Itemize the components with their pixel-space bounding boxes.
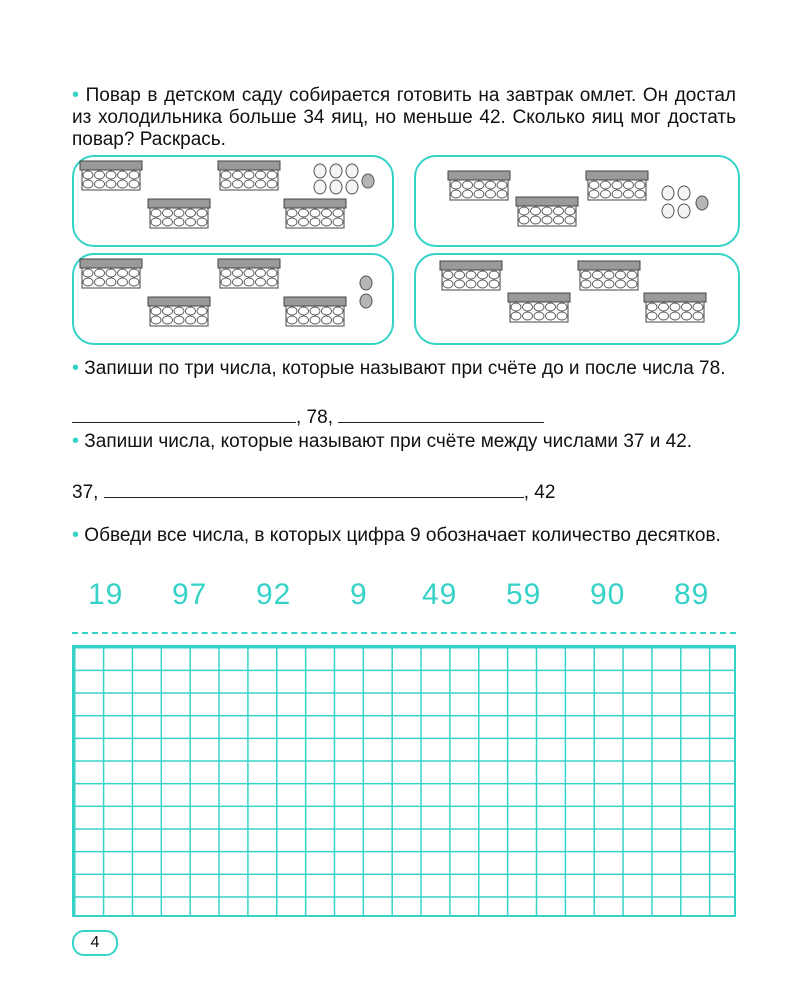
egg — [534, 303, 544, 311]
carton-lid — [148, 297, 210, 306]
egg — [604, 271, 614, 279]
egg — [267, 269, 277, 277]
egg — [221, 180, 231, 188]
egg — [322, 307, 332, 315]
egg — [670, 312, 680, 320]
egg — [489, 280, 499, 288]
egg — [531, 216, 541, 224]
egg — [106, 269, 116, 277]
loose-egg — [678, 186, 690, 200]
answer-line-37-42 — [72, 481, 555, 504]
egg — [557, 303, 567, 311]
egg — [486, 181, 496, 189]
egg-panel-1[interactable] — [72, 155, 394, 247]
egg — [95, 269, 105, 277]
egg — [546, 303, 556, 311]
task-2-text: Запиши по три числа, которые называют при счёте до и после числа 78. — [84, 358, 726, 379]
egg — [287, 218, 297, 226]
egg — [129, 171, 139, 179]
egg — [233, 180, 243, 188]
number-option[interactable]: 90 — [590, 578, 626, 611]
egg — [95, 171, 105, 179]
egg — [593, 280, 603, 288]
loose-egg — [314, 164, 326, 178]
egg-panel-3[interactable] — [72, 253, 394, 345]
egg — [333, 209, 343, 217]
egg — [557, 312, 567, 320]
middle-78: , 78, — [296, 407, 333, 428]
egg — [333, 307, 343, 315]
loose-egg — [662, 186, 674, 200]
egg — [244, 269, 254, 277]
egg — [554, 207, 564, 215]
carton-lid — [448, 171, 510, 180]
egg-carton — [284, 199, 346, 228]
egg — [151, 316, 161, 324]
egg — [593, 271, 603, 279]
egg — [174, 316, 184, 324]
carton-lid — [644, 293, 706, 302]
egg-panel-4[interactable] — [414, 253, 740, 345]
egg — [186, 316, 196, 324]
task-3-text: Запиши числа, которые называют при счёте между числами 37 и 42. — [84, 431, 693, 452]
bullet: • — [72, 84, 80, 106]
loose-egg — [662, 204, 674, 218]
egg — [95, 180, 105, 188]
egg — [519, 207, 529, 215]
egg — [659, 312, 669, 320]
egg — [565, 216, 575, 224]
egg-carton — [148, 199, 210, 228]
egg — [174, 218, 184, 226]
number-option[interactable]: 97 — [172, 578, 208, 611]
egg-panel-2-art — [416, 157, 738, 245]
egg — [322, 316, 332, 324]
egg — [129, 278, 139, 286]
egg-carton — [508, 293, 570, 322]
loose-egg — [346, 180, 358, 194]
egg — [256, 171, 266, 179]
egg — [478, 280, 488, 288]
number-option[interactable]: 89 — [674, 578, 710, 611]
egg — [256, 278, 266, 286]
egg — [693, 312, 703, 320]
egg — [95, 278, 105, 286]
loose-egg — [346, 164, 358, 178]
egg — [244, 171, 254, 179]
egg — [118, 180, 128, 188]
loose-egg — [360, 294, 372, 308]
task-4 — [72, 524, 736, 547]
egg — [83, 171, 93, 179]
dashed-divider — [72, 632, 736, 634]
egg — [256, 180, 266, 188]
egg — [333, 316, 343, 324]
carton-lid — [440, 261, 502, 270]
egg — [106, 278, 116, 286]
blank-after-78[interactable] — [338, 406, 544, 423]
egg — [299, 307, 309, 315]
egg — [118, 269, 128, 277]
loose-egg — [360, 276, 372, 290]
egg — [221, 269, 231, 277]
egg — [612, 181, 622, 189]
egg — [174, 209, 184, 217]
egg — [333, 218, 343, 226]
loose-egg — [330, 164, 342, 178]
number-option[interactable]: 59 — [506, 578, 542, 611]
egg — [463, 190, 473, 198]
egg — [256, 269, 266, 277]
egg — [267, 278, 277, 286]
carton-lid — [218, 259, 280, 268]
egg — [511, 312, 521, 320]
egg — [624, 181, 634, 189]
carton-lid — [80, 259, 142, 268]
egg — [197, 218, 207, 226]
number-option[interactable]: 92 — [256, 578, 292, 611]
number-row — [88, 578, 728, 618]
egg — [534, 312, 544, 320]
egg — [322, 209, 332, 217]
egg — [647, 312, 657, 320]
task-1-text: Повар в детском саду собирается готовить на завтрак омлет. Он достал из холодильника больше 34 яиц, но меньше 42. Сколько яиц мог достать повар? Раскрась. — [72, 85, 736, 150]
egg — [118, 278, 128, 286]
egg — [163, 209, 173, 217]
egg-panel-4-art — [416, 255, 738, 343]
egg — [474, 181, 484, 189]
egg — [489, 271, 499, 279]
egg — [310, 218, 320, 226]
egg — [299, 316, 309, 324]
egg — [83, 180, 93, 188]
loose-egg — [314, 180, 326, 194]
egg — [581, 280, 591, 288]
egg-panel-1-art — [74, 157, 392, 245]
egg — [197, 209, 207, 217]
egg — [565, 207, 575, 215]
egg — [635, 190, 645, 198]
egg — [554, 216, 564, 224]
egg — [186, 218, 196, 226]
egg — [186, 209, 196, 217]
egg — [163, 307, 173, 315]
egg — [497, 190, 507, 198]
egg — [443, 271, 453, 279]
egg — [299, 218, 309, 226]
egg — [267, 171, 277, 179]
egg — [221, 171, 231, 179]
egg — [310, 307, 320, 315]
egg-carton — [644, 293, 706, 322]
egg — [682, 312, 692, 320]
blank-before-78[interactable] — [72, 406, 296, 423]
egg-carton — [440, 261, 502, 290]
egg — [233, 269, 243, 277]
egg — [519, 216, 529, 224]
egg — [310, 316, 320, 324]
number-option[interactable]: 19 — [88, 578, 124, 611]
carton-lid — [148, 199, 210, 208]
egg — [616, 271, 626, 279]
bullet: • — [72, 430, 80, 452]
carton-lid — [80, 161, 142, 170]
egg-carton — [80, 161, 142, 190]
carton-lid — [508, 293, 570, 302]
loose-egg — [678, 204, 690, 218]
egg — [163, 316, 173, 324]
egg-carton — [218, 259, 280, 288]
egg — [451, 181, 461, 189]
egg — [322, 218, 332, 226]
egg — [486, 190, 496, 198]
egg-carton — [516, 197, 578, 226]
egg — [478, 271, 488, 279]
egg — [604, 280, 614, 288]
egg-panel-2[interactable] — [414, 155, 740, 247]
egg — [466, 280, 476, 288]
egg — [233, 171, 243, 179]
egg — [682, 303, 692, 311]
egg — [221, 278, 231, 286]
egg — [546, 312, 556, 320]
egg — [523, 312, 533, 320]
task-2 — [72, 357, 736, 380]
egg — [287, 316, 297, 324]
start-37: 37, — [72, 482, 99, 503]
loose-egg — [696, 196, 708, 210]
egg — [497, 181, 507, 189]
egg — [474, 190, 484, 198]
egg — [601, 181, 611, 189]
egg — [670, 303, 680, 311]
loose-egg — [330, 180, 342, 194]
egg — [233, 278, 243, 286]
egg-carton — [148, 297, 210, 326]
egg — [616, 280, 626, 288]
egg — [186, 307, 196, 315]
egg — [129, 180, 139, 188]
egg — [589, 181, 599, 189]
egg — [197, 316, 207, 324]
egg — [612, 190, 622, 198]
egg — [647, 303, 657, 311]
task-1 — [72, 84, 736, 151]
task-3 — [72, 430, 736, 453]
egg-carton — [578, 261, 640, 290]
carton-lid — [284, 199, 346, 208]
egg — [466, 271, 476, 279]
answer-line-78 — [72, 406, 544, 429]
carton-lid — [586, 171, 648, 180]
egg — [542, 216, 552, 224]
number-option[interactable]: 9 — [350, 578, 368, 611]
egg-panel-3-art — [74, 255, 392, 343]
egg — [163, 218, 173, 226]
carton-lid — [218, 161, 280, 170]
carton-lid — [284, 297, 346, 306]
egg — [451, 190, 461, 198]
egg — [118, 171, 128, 179]
egg — [659, 303, 669, 311]
number-option[interactable]: 49 — [422, 578, 458, 611]
egg — [287, 209, 297, 217]
egg-carton — [448, 171, 510, 200]
page-number: 4 — [72, 930, 118, 956]
egg — [197, 307, 207, 315]
egg — [244, 180, 254, 188]
egg — [310, 209, 320, 217]
egg — [463, 181, 473, 189]
egg — [151, 307, 161, 315]
bullet: • — [72, 357, 80, 379]
egg — [542, 207, 552, 215]
egg — [624, 190, 634, 198]
egg — [129, 269, 139, 277]
task-4-text: Обведи все числа, в которых цифра 9 обозначает количество десятков. — [84, 525, 721, 546]
carton-lid — [578, 261, 640, 270]
egg — [693, 303, 703, 311]
egg — [83, 278, 93, 286]
egg — [106, 180, 116, 188]
egg — [531, 207, 541, 215]
end-42: , 42 — [523, 482, 556, 503]
squared-grid[interactable] — [72, 645, 736, 917]
egg — [511, 303, 521, 311]
egg — [244, 278, 254, 286]
egg-carton — [586, 171, 648, 200]
loose-egg — [362, 174, 374, 188]
egg — [589, 190, 599, 198]
egg — [174, 307, 184, 315]
blank-between-37-42[interactable] — [104, 481, 524, 498]
egg — [287, 307, 297, 315]
egg — [83, 269, 93, 277]
egg — [627, 280, 637, 288]
egg — [455, 271, 465, 279]
egg — [299, 209, 309, 217]
carton-lid — [516, 197, 578, 206]
bullet: • — [72, 524, 80, 546]
egg — [455, 280, 465, 288]
egg — [635, 181, 645, 189]
egg — [267, 180, 277, 188]
egg — [627, 271, 637, 279]
egg — [601, 190, 611, 198]
egg-carton — [284, 297, 346, 326]
egg — [581, 271, 591, 279]
egg-carton — [218, 161, 280, 190]
egg — [523, 303, 533, 311]
egg — [151, 209, 161, 217]
egg — [106, 171, 116, 179]
egg — [151, 218, 161, 226]
egg — [443, 280, 453, 288]
egg-carton — [80, 259, 142, 288]
